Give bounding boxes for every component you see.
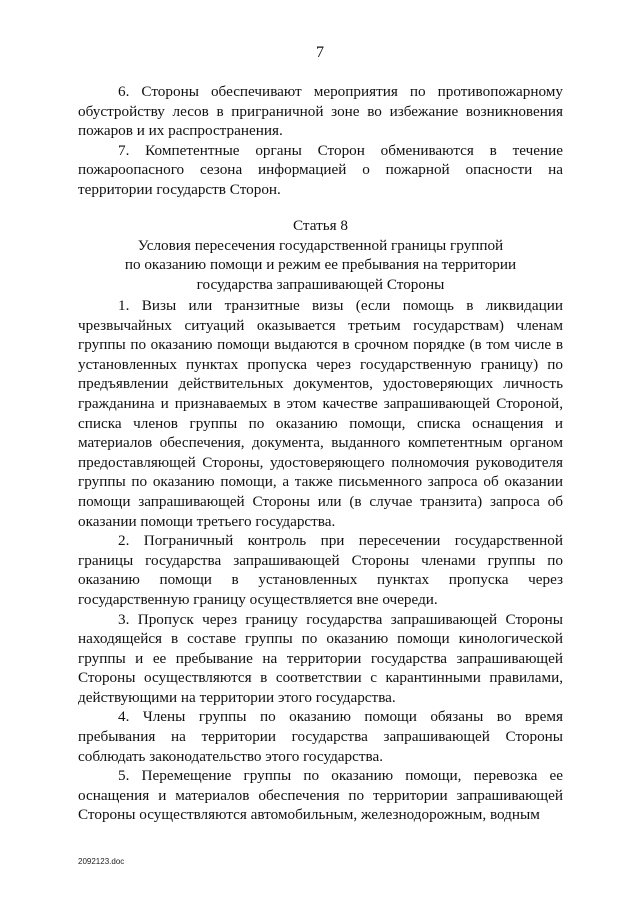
- article-title-line-3: государства запрашивающей Стороны: [196, 275, 445, 293]
- article-heading: [78, 216, 563, 294]
- article-paragraph-5: 5. Перемещение группы по оказанию помощи, перевозка ее оснащения и материалов обеспечения по территории запрашивающей Стороны осуществляются автомобильным, железнодорожным, водным: [78, 767, 563, 824]
- article-paragraph-1: 1. Визы или транзитные визы (если помощь в ликвидации чрезвычайных ситуаций оказывается третьим государствам) членам группы по оказанию помощи выдаются в срочном порядке (в том числе в установленных пунктах пропуска через государственную границу) по предъявлении действительных документов, удостоверяющих личность гражданина и признаваемых в этом качестве запрашивающей Стороной, списка членов группы по оказанию помощи, списка оснащения и материалов обеспечения, документа, выданного компетентным органом предоставляющей Стороны, удостоверяющего полномочия руководителя группы по оказанию помощи, а также письменного запроса об оказании помощи запрашивающей Стороны или (в случае транзита) запроса об оказании помощи третьего государства.: [78, 297, 563, 530]
- article-paragraph-3: 3. Пропуск через границу государства запрашивающей Стороны находящейся в составе группы по оказанию помощи кинологической группы и ее пребывание на территории государства запрашивающей Стороны осуществляются в соответствии с карантинными правилами, действующими на территории этого государства.: [78, 610, 563, 706]
- article-title-line-1: Условия пересечения государственной границы группой: [137, 236, 504, 254]
- file-name-footer: 2092123.doc: [78, 857, 125, 866]
- article-title-line-2: по оказанию помощи и режим ее пребывания на территории: [124, 256, 517, 274]
- article-number: Статья 8: [292, 217, 349, 234]
- paragraph-6: 6. Стороны обеспечивают мероприятия по противопожарному обустройству лесов в приграничной зоне во избежание возникновения пожаров и их распространения.: [78, 83, 563, 140]
- article-paragraph-4: 4. Члены группы по оказанию помощи обязаны во время пребывания на территории государства запрашивающей Стороны соблюдать законодательство этого государства.: [78, 708, 563, 765]
- article-paragraphs: [78, 296, 563, 825]
- top-paragraphs: [78, 82, 563, 200]
- paragraph-7: 7. Компетентные органы Сторон обмениваются в течение пожароопасного сезона информацией о пожарной опасности на территории государств Сторон.: [78, 141, 563, 198]
- article-paragraph-2: 2. Пограничный контроль при пересечении государственной границы государства запрашивающей Стороны членами группы по оказанию помощи в установленных пунктах пропуска через государственную границу осуществляется вне очереди.: [78, 532, 563, 608]
- page-number: 7: [316, 44, 324, 61]
